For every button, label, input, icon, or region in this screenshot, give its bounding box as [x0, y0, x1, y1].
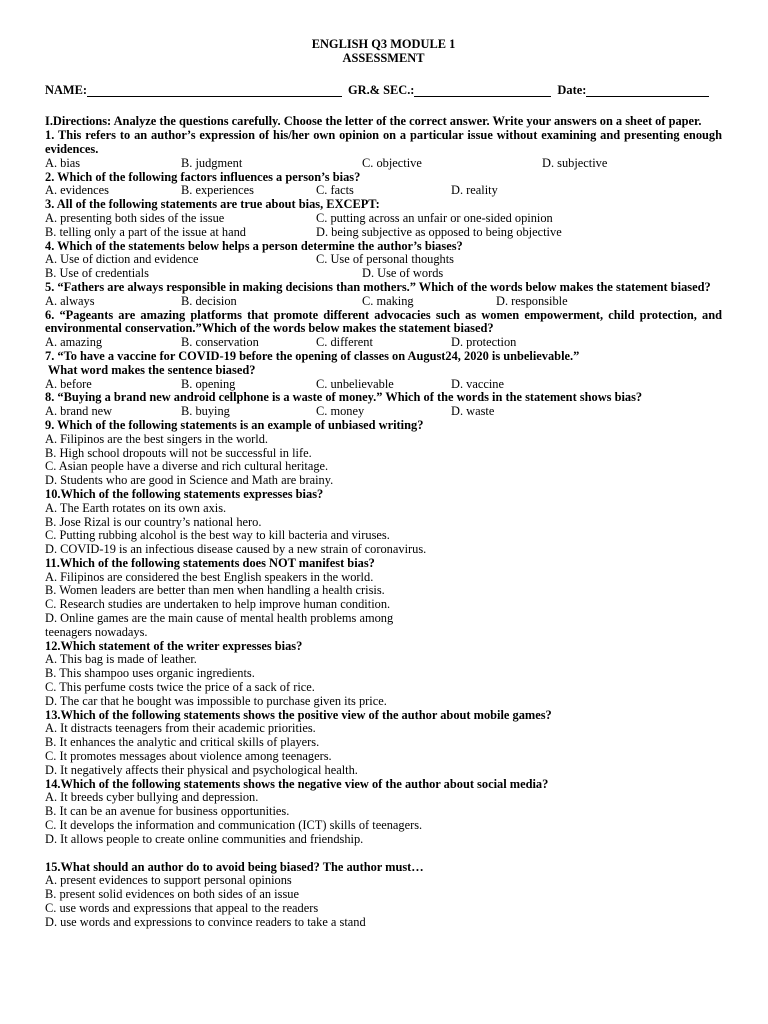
question-9: 9. Which of the following statements is an example of unbiased writing?	[45, 417, 424, 432]
option: C. money	[316, 404, 365, 419]
option: B. Women leaders are better than men when handling a health crisis.	[45, 583, 385, 598]
question-7-options	[45, 378, 722, 392]
question-4-options	[45, 253, 722, 267]
option: B. conservation	[181, 335, 259, 350]
option: C. Use of personal thoughts	[316, 252, 455, 267]
question-8: 8. “Buying a brand new android cellphone is a waste of money.” Which of the words in the statement shows bias?	[45, 390, 643, 405]
option: A. present evidences to support personal opinions	[45, 873, 292, 888]
option: C. objective	[362, 155, 422, 170]
option: D. use words and expressions to convince readers to take a stand	[45, 914, 366, 929]
question-1: 1. This refers to an author’s expression of his/her own opinion on a particular issue without examining and presenting enough evidences.	[45, 128, 722, 156]
option: C. putting across an unfair or one-sided opinion	[316, 210, 553, 225]
option: A. The Earth rotates on its own axis.	[45, 500, 227, 515]
option: B. telling only a part of the issue at hand	[45, 224, 246, 239]
question-13: 13.Which of the following statements shows the positive view of the author about mobile games?	[45, 707, 552, 722]
question-5-options	[45, 295, 722, 309]
student-info-row	[45, 84, 722, 98]
option: A. brand new	[45, 404, 113, 419]
question-14: 14.Which of the following statements shows the negative view of the author about social media?	[45, 776, 549, 791]
option: C. This perfume costs twice the price of a sack of rice.	[45, 680, 315, 695]
option: A. bias	[45, 155, 81, 170]
question-4-options	[45, 267, 722, 281]
option: A. always	[45, 293, 95, 308]
option: A. Filipinos are considered the best English speakers in the world.	[45, 569, 374, 584]
option: A. Use of diction and evidence	[45, 252, 199, 267]
option: B. judgment	[181, 155, 243, 170]
option: B. Use of credentials	[45, 266, 149, 281]
option: B. buying	[181, 404, 230, 419]
option: B. It can be an avenue for business opportunities.	[45, 804, 290, 819]
question-7: 7. “To have a vaccine for COVID-19 before the opening of classes on August24, 2020 is unbelievable.”	[45, 348, 580, 363]
option-continued: teenagers nowadays.	[45, 624, 148, 639]
option: D. subjective	[542, 155, 608, 170]
option: B. High school dropouts will not be successful in life.	[45, 445, 312, 460]
option: A. presenting both sides of the issue	[45, 210, 225, 225]
option: D. vaccine	[451, 376, 504, 391]
question-2: 2. Which of the following factors influences a person’s bias?	[45, 169, 361, 184]
name-blank	[87, 84, 342, 97]
option: A. This bag is made of leather.	[45, 652, 197, 667]
name-label: NAME:	[45, 82, 87, 97]
question-8-options	[45, 405, 722, 419]
option: D. responsible	[496, 293, 568, 308]
question-1-options	[45, 157, 722, 171]
option: C. unbelievable	[316, 376, 394, 391]
option: D. Students who are good in Science and Math are brainy.	[45, 473, 334, 488]
date-blank	[586, 84, 709, 97]
question-11: 11.Which of the following statements does NOT manifest bias?	[45, 555, 375, 570]
option: D. The car that he bought was impossible to purchase given its price.	[45, 693, 387, 708]
option: D. COVID-19 is an infectious disease caused by a new strain of coronavirus.	[45, 542, 427, 557]
question-5: 5. “Fathers are always responsible in making decisions than mothers.” Which of the words below makes the statement biased?	[45, 279, 711, 294]
question-3-options	[45, 226, 722, 240]
option: C. different	[316, 335, 373, 350]
option: D. It allows people to create online communities and friendship.	[45, 831, 364, 846]
option: A. before	[45, 376, 92, 391]
document-subtitle: ASSESSMENT	[342, 50, 425, 65]
grade-section-blank	[414, 84, 551, 97]
document-title: ENGLISH Q3 MODULE 1	[311, 37, 456, 51]
option: C. Asian people have a diverse and rich cultural heritage.	[45, 459, 329, 474]
directions: I.Directions: Analyze the questions carefully. Choose the letter of the correct answer. Write your answers on a sheet of paper.	[45, 114, 702, 129]
option: A. It breeds cyber bullying and depression.	[45, 790, 259, 805]
option: C. It promotes messages about violence among teenagers.	[45, 749, 332, 764]
option: B. opening	[181, 376, 236, 391]
grade-section-label: GR.& SEC.:	[347, 82, 415, 97]
question-15: 15.What should an author do to avoid being biased? The author must…	[45, 859, 424, 874]
option: C. Research studies are undertaken to help improve human condition.	[45, 597, 391, 612]
option: B. decision	[181, 293, 237, 308]
option: B. Jose Rizal is our country’s national hero.	[45, 514, 262, 529]
option: C. use words and expressions that appeal to the readers	[45, 901, 319, 916]
question-6: 6. “Pageants are amazing platforms that promote different advocacies such as women empowerment, child protection, and environmental conservation.”Which of the words below makes the statement biased?	[45, 307, 722, 336]
question-2-options	[45, 184, 722, 198]
option: D. waste	[451, 404, 495, 419]
question-10: 10.Which of the following statements expresses bias?	[45, 486, 324, 501]
option: A. Filipinos are the best singers in the world.	[45, 431, 269, 446]
question-6-options	[45, 336, 722, 350]
option: D. Use of words	[362, 266, 444, 281]
option: C. facts	[316, 183, 354, 198]
assessment-document	[45, 38, 722, 930]
option: A. It distracts teenagers from their academic priorities.	[45, 721, 316, 736]
option: A. evidences	[45, 183, 109, 198]
question-3: 3. All of the following statements are true about bias, EXCEPT:	[45, 197, 380, 212]
option: A. amazing	[45, 335, 103, 350]
option: C. making	[362, 293, 414, 308]
option: D. reality	[451, 183, 498, 198]
option: B. This shampoo uses organic ingredients.	[45, 666, 255, 681]
option: C. It develops the information and communication (ICT) skills of teenagers.	[45, 818, 423, 833]
option: B. experiences	[181, 183, 254, 198]
option: C. Putting rubbing alcohol is the best way to kill bacteria and viruses.	[45, 528, 390, 543]
option: D. Online games are the main cause of mental health problems among	[45, 611, 394, 626]
option: D. protection	[451, 335, 517, 350]
option: B. It enhances the analytic and critical skills of players.	[45, 735, 320, 750]
question-7-continued: What word makes the sentence biased?	[45, 362, 256, 377]
question-4: 4. Which of the statements below helps a person determine the author’s biases?	[45, 238, 463, 253]
date-label: Date:	[557, 82, 587, 97]
option: D. It negatively affects their physical and psychological health.	[45, 762, 358, 777]
option: D. being subjective as opposed to being objective	[316, 224, 562, 239]
option: B. present solid evidences on both sides of an issue	[45, 887, 299, 902]
question-3-options	[45, 212, 722, 226]
question-12: 12.Which statement of the writer expresses bias?	[45, 638, 303, 653]
